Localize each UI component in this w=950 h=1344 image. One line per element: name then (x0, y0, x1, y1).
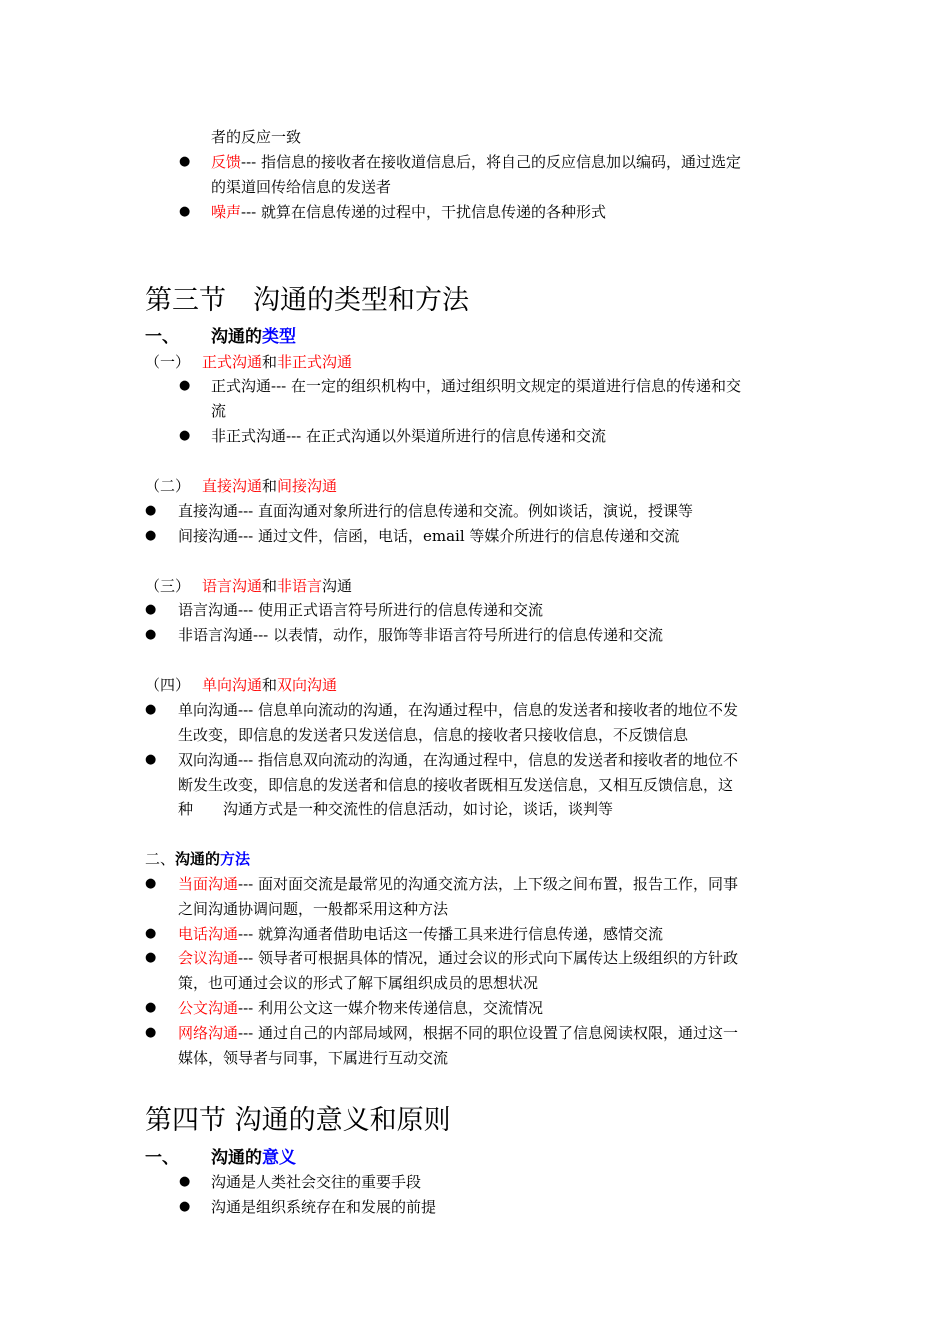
bullet-icon: ● (179, 1199, 191, 1214)
part-heading-methods: 二、沟通的方法 (145, 850, 251, 868)
term-noise: 噪声 (211, 203, 242, 221)
subsection-heading: （二） 直接沟通和间接沟通 (145, 477, 338, 495)
bullet-icon: ● (145, 528, 157, 543)
bullet-icon: ● (145, 1000, 157, 1015)
part-heading-significance: 一、 沟通的意义 (145, 1148, 296, 1168)
bullet-icon: ● (179, 378, 191, 393)
subsection-heading: （三） 语言沟通和非语言沟通 (145, 577, 353, 595)
list-item-continuation: 断发生改变，即信息的发送者和信息的接收者既相互发送信息，又相互反馈信息，这 (178, 776, 734, 794)
list-item-continuation: 策，也可通过会议的形式了解下属组织成员的思想状况 (178, 974, 539, 992)
bullet-icon: ● (145, 702, 157, 717)
bullet-icon: ● (145, 503, 157, 518)
list-item-continuation: 的渠道回传给信息的发送者 (211, 178, 392, 196)
bullet-icon: ● (145, 876, 157, 891)
bullet-icon: ● (145, 1025, 157, 1040)
list-item: 双向沟通--- 指信息双向流动的沟通，在沟通过程中，信息的发送者和接收者的地位不 (178, 751, 738, 769)
term-feedback: 反馈 (211, 153, 242, 171)
list-item: 公文沟通--- 利用公文这一媒介物来传递信息，交流情况 (178, 999, 543, 1017)
list-item: 噪声--- 就算在信息传递的过程中，干扰信息传递的各种形式 (211, 203, 606, 221)
list-item: 反馈--- 指信息的接收者在接收道信息后，将自己的反应信息加以编码，通过选定 (211, 153, 741, 171)
list-item: 网络沟通--- 通过自己的内部局域网，根据不同的职位设置了信息阅读权限，通过这一 (178, 1024, 738, 1042)
section-heading-4: 第四节 沟通的意义和原则 (145, 1105, 451, 1136)
list-item: 沟通是人类社会交往的重要手段 (211, 1173, 422, 1191)
list-item: 间接沟通--- 通过文件，信函，电话，email 等媒介所进行的信息传递和交流 (178, 527, 680, 545)
list-item: 会议沟通--- 领导者可根据具体的情况，通过会议的形式向下属传达上级组织的方针政 (178, 949, 738, 967)
bullet-icon: ● (145, 602, 157, 617)
list-item: 电话沟通--- 就算沟通者借助电话这一传播工具来进行信息传递，感情交流 (178, 925, 663, 943)
list-item-continuation: 种 沟通方式是一种交流性的信息活动，如讨论，谈话，谈判等 (178, 800, 614, 818)
subsection-heading: （四） 单向沟通和双向沟通 (145, 676, 338, 694)
part-heading-types: 一、 沟通的类型 (145, 327, 296, 347)
list-item: 单向沟通--- 信息单向流动的沟通，在沟通过程中，信息的发送者和接收者的地位不发 (178, 701, 738, 719)
bullet-icon: ● (179, 428, 191, 443)
bullet-icon: ● (179, 204, 191, 219)
subsection-heading: （一） 正式沟通和非正式沟通 (145, 353, 353, 371)
list-item-continuation: 媒体，领导者与同事，下属进行互动交流 (178, 1049, 449, 1067)
bullet-icon: ● (179, 154, 191, 169)
list-item-continuation: 生改变，即信息的发送者只发送信息，信息的接收者只接收信息，不反馈信息 (178, 726, 689, 744)
bullet-icon: ● (145, 627, 157, 642)
list-item: 沟通是组织系统存在和发展的前提 (211, 1198, 437, 1216)
list-item: 非正式沟通--- 在正式沟通以外渠道所进行的信息传递和交流 (211, 427, 606, 445)
list-item: 当面沟通--- 面对面交流是最常见的沟通交流方法，上下级之间布置，报告工作，同事 (178, 875, 738, 893)
continuation-line: 者的反应一致 (211, 128, 302, 146)
list-item: 语言沟通--- 使用正式语言符号所进行的信息传递和交流 (178, 601, 543, 619)
bullet-icon: ● (179, 1174, 191, 1189)
list-item-continuation: 之间沟通协调问题，一般都采用这种方法 (178, 900, 449, 918)
list-item-continuation: 流 (211, 402, 227, 420)
section-heading-3: 第三节 沟通的类型和方法 (145, 285, 469, 316)
bullet-icon: ● (145, 950, 157, 965)
bullet-icon: ● (145, 926, 157, 941)
list-item: 正式沟通--- 在一定的组织机构中，通过组织明文规定的渠道进行信息的传递和交 (211, 377, 741, 395)
list-item: 直接沟通--- 直面沟通对象所进行的信息传递和交流。例如谈话，演说，授课等 (178, 502, 693, 520)
list-item: 非语言沟通--- 以表情，动作，服饰等非语言符号所进行的信息传递和交流 (178, 626, 663, 644)
bullet-icon: ● (145, 752, 157, 767)
